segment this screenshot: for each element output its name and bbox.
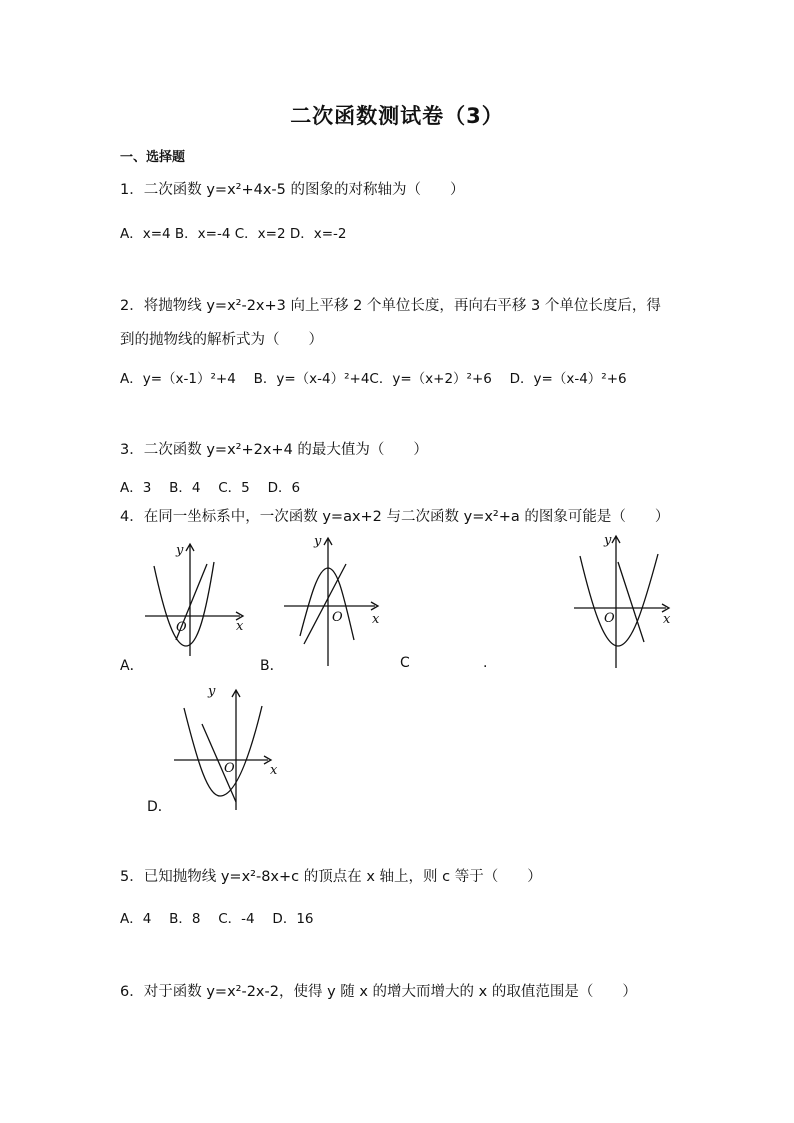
y-axis-label: y: [208, 684, 216, 699]
parabola: [184, 706, 262, 796]
origin-label: O: [604, 611, 615, 626]
question-2-line-2: 到的抛物线的解析式为（ ）: [120, 332, 323, 348]
graph-option-c: [570, 530, 680, 668]
parabola: [300, 568, 354, 640]
y-axis-label: y: [314, 534, 322, 549]
graph-option-d: [170, 684, 280, 812]
question-3: 3．二次函数 y=x²+2x+4 的最大值为（ ）: [120, 442, 428, 458]
question-1: 1．二次函数 y=x²+4x-5 的图象的对称轴为（ ）: [120, 182, 465, 198]
parabola: [580, 554, 658, 646]
graph-option-b: [280, 532, 390, 668]
option-c-dot: .: [483, 655, 488, 671]
option-b-label: B．: [260, 658, 284, 674]
y-axis-label: y: [604, 533, 612, 548]
question-3-options: A．3 B．4 C．5 D．6: [120, 480, 301, 496]
x-axis-label: x: [372, 612, 380, 627]
x-axis-label: x: [663, 612, 671, 627]
question-4: 4．在同一坐标系中，一次函数 y=ax+2 与二次函数 y=x²+a 的图象可能是（ ）: [120, 509, 670, 525]
question-2-options: A．y=（x-1）²+4 B．y=（x-4）²+4C．y=（x+2）²+6 D．y=（x-4）²+6: [120, 371, 627, 387]
y-axis-label: y: [176, 543, 184, 558]
page-title: 二次函数测试卷（3）: [290, 104, 504, 128]
option-c-label: C: [400, 655, 410, 671]
question-1-options: A．x=4 B．x=-4 C．x=2 D．x=-2: [120, 226, 347, 242]
option-d-label: D．: [147, 799, 172, 815]
line: [618, 562, 644, 642]
question-5-options: A．4 B．8 C．-4 D．16: [120, 911, 314, 927]
graph-option-a: [140, 538, 250, 658]
section-heading: 一、选择题: [120, 150, 186, 165]
origin-label: O: [332, 610, 343, 625]
question-2-line-1: 2．将抛物线 y=x²-2x+3 向上平移 2 个单位长度，再向右平移 3 个单位长度后，得: [120, 298, 661, 314]
option-a-label: A．: [120, 658, 144, 674]
x-axis-label: x: [270, 763, 278, 778]
x-axis-label: x: [236, 619, 244, 634]
origin-label: O: [176, 620, 187, 635]
line: [304, 564, 346, 644]
origin-label: O: [224, 761, 235, 776]
question-6: 6．对于函数 y=x²-2x-2，使得 y 随 x 的增大而增大的 x 的取值范围是（ ）: [120, 984, 637, 1000]
question-5: 5．已知抛物线 y=x²-8x+c 的顶点在 x 轴上，则 c 等于（ ）: [120, 869, 542, 885]
